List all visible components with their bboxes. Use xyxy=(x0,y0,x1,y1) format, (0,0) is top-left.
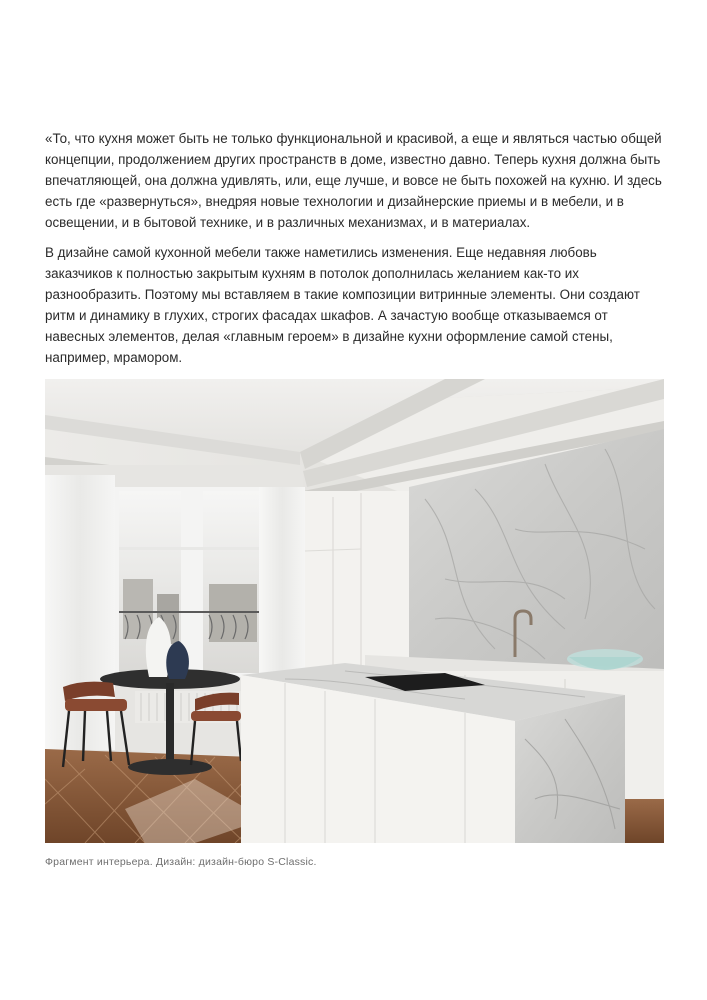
article-paragraph-1: «То, что кухня может быть не только функциональной и красивой, а еще и являться частью общей концепции, продолжением других пространств в доме, известно давно. Теперь кухня должна быть впечатляющей, она должна удивлять, или, еще лучше, и вовсе не быть похожей на кухню. И здесь есть где «развернуться», внедряя новые технологии и дизайнерские приемы и в мебели, и в освещении, и в бытовой технике, и в различных механизмах, и в материалах. xyxy=(45,131,662,230)
kitchen-interior-photo xyxy=(45,379,664,843)
article-body xyxy=(45,128,665,377)
article-paragraph-2: В дизайне самой кухонной мебели также наметились изменения. Еще недавняя любовь заказчиков к полностью закрытым кухням в потолок дополнилась желанием как-то их разнообразить. Поэтому мы вставляем в такие композиции витринные элементы. Они создают ритм и динамику в глухих, строгих фасадах шкафов. А зачастую вообще отказываемся от навесных элементов, делая «главным героем» в дизайне кухни оформление самой стены, например, мрамором. xyxy=(45,245,640,365)
photo-caption: Фрагмент интерьера. Дизайн: дизайн-бюро S-Classic. xyxy=(45,856,317,868)
